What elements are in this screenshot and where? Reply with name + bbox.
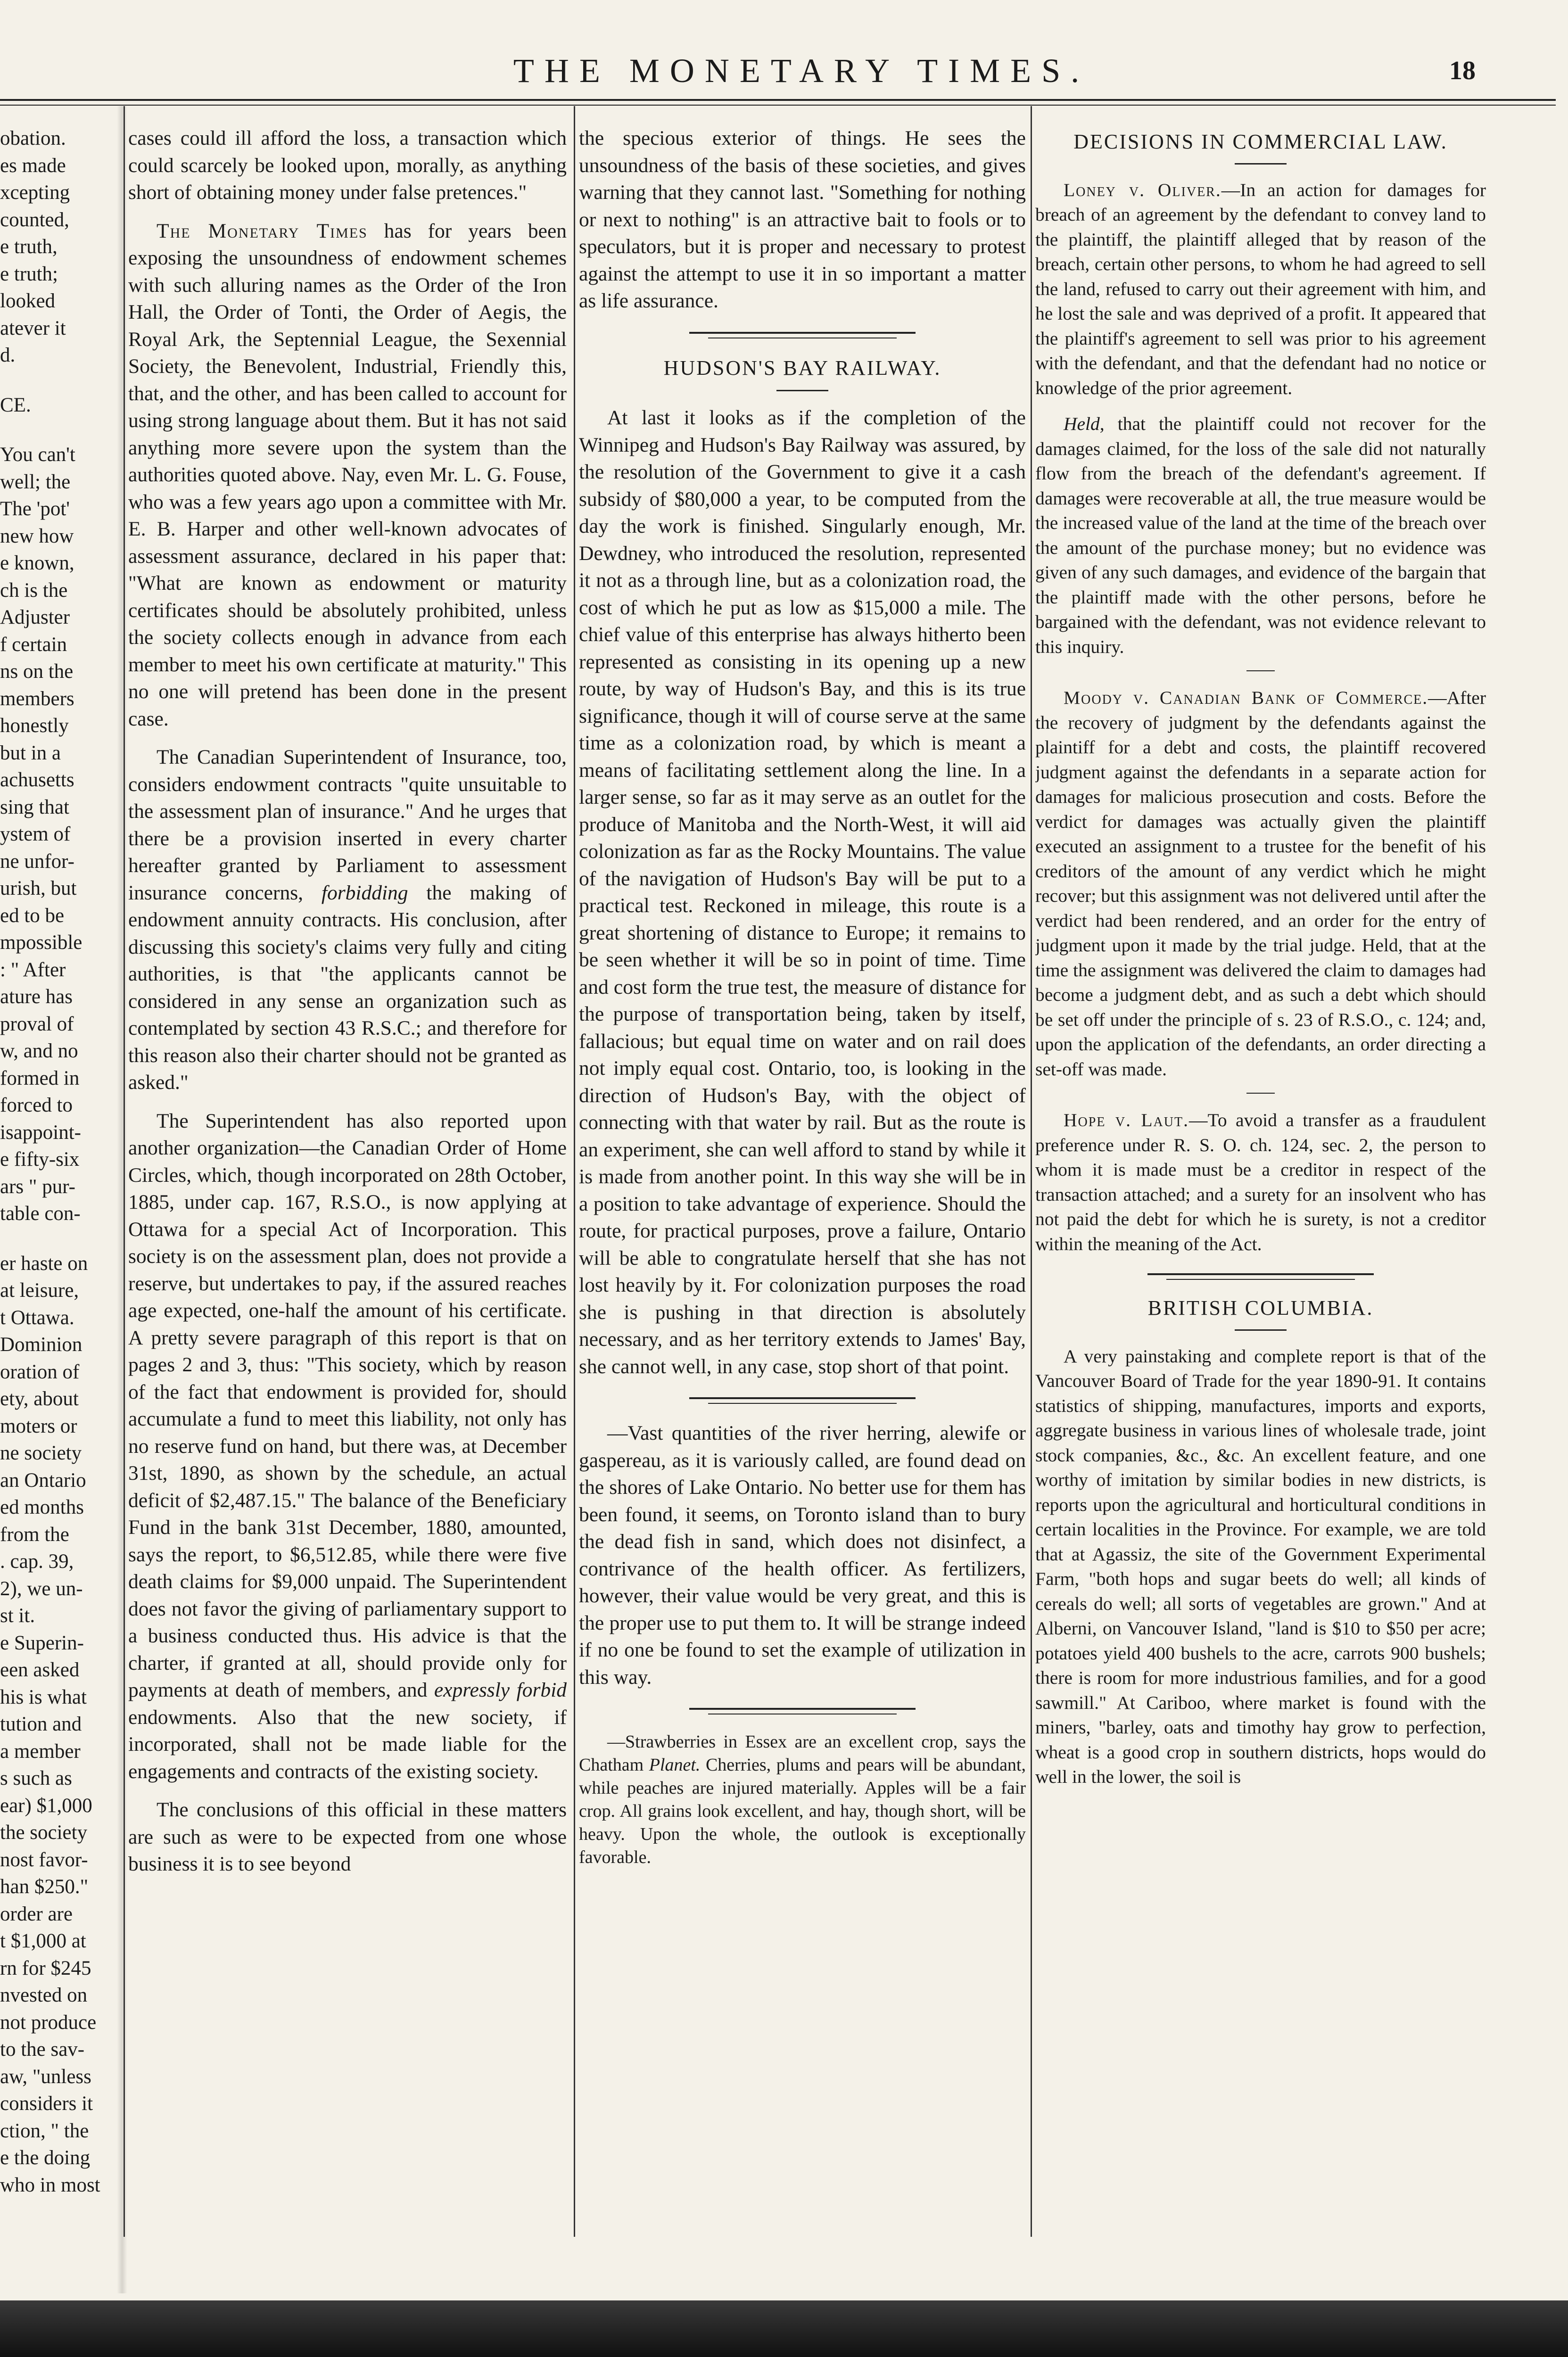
fragment-gap xyxy=(0,369,113,392)
fragment-line: e Superin- xyxy=(0,1632,84,1654)
fragment-line: at leisure, xyxy=(0,1279,79,1302)
fragment-line: t Ottawa. xyxy=(0,1306,74,1329)
commercial-law-heading: DECISIONS IN COMMERCIAL LAW. xyxy=(1073,130,1448,153)
endowment-paragraph-2 xyxy=(128,218,567,733)
fragment-line: Dominion xyxy=(0,1334,83,1356)
fragment-line: ature has xyxy=(0,986,73,1008)
header-rule xyxy=(0,99,1556,101)
fragment-line: well; the xyxy=(0,470,71,493)
header-rule-thin xyxy=(0,105,1556,106)
fragment-line: considers it xyxy=(0,2093,93,2115)
fragment-line: his is what xyxy=(0,1686,87,1708)
endowment-paragraph-1: cases could ill afford the loss, a transaction which could scarcely be looked upon, morally, as anything short of obtaining money under false pretences." xyxy=(128,127,567,204)
hudsons-bay-heading: HUDSON'S BAY RAILWAY. xyxy=(663,356,941,379)
section-ornament xyxy=(689,1708,916,1710)
fragment-line: t $1,000 at xyxy=(0,1930,86,1952)
fragment-line: e truth; xyxy=(0,263,58,285)
held-text: that the plaintiff could not recover for the damages claimed, for the loss of the sale did not naturally flow from the breach of the defendant's agreement. If damages were recoverable at all, the true measure would be the increased value of the land at the time of the breach over the amount of the purchase money; but no evidence was given of any such damages, and evidence of the bargain that the plaintiff made with the other persons, before he bargained with the defendant, was not evidence relevant to this inquiry. xyxy=(1035,413,1486,657)
fragment-line: oration of xyxy=(0,1360,80,1383)
fragment-line: : " After xyxy=(0,958,66,981)
fragment-line: urish, but xyxy=(0,877,77,899)
fragment-line: forced to xyxy=(0,1094,73,1116)
fragment-line: counted, xyxy=(0,208,69,231)
fragment-line: a member xyxy=(0,1740,81,1763)
masthead: THE MONETARY TIMES. xyxy=(513,52,1090,90)
p4-text-a: The Superintendent has also reported upon another organization—the Canadian Order of Home Circles, which, though incorporated on 28th October, 1885, under cap. 167, R.S.O., is now applying at Ottawa for a special Act of Incorporation. This society is on the assessment plan, does not provide a reserve, but undertakes to pay, if the assured reaches age expected, one-half the amount of his certificate. A pretty severe paragraph of this report is that on pages 2 and 3, thus: "This society, which by reason of the fact that endowment is provided for, should accumulate a fund to meet this liability, not only has no reserve fund on hand, but there was, at December 31st, 1890, as shown by the schedule, an actual deficit of $2,487.15." The balance of the Beneficiary Fund in the bank 31st December, 1880, amounted, says the report, to $6,512.85, while there were five death claims for $9,000 unpaid. The Superintendent does not favor the giving of parliamentary support to a business conducted thus. His advice is that the charter, if granted at all, should provide only for payments at death of members, and xyxy=(128,1109,567,1701)
fragment-line: ety, about xyxy=(0,1388,79,1410)
fragment-line: but in a xyxy=(0,742,61,764)
fragment-line: You can't xyxy=(0,444,75,466)
fragment-line: nvested on xyxy=(0,1984,88,2006)
fragment-line: atever it xyxy=(0,317,66,339)
fragment-line: who in most xyxy=(0,2174,100,2196)
endowment-paragraph-5: The conclusions of this official in these matters are such as were to be expected from one whose business it is to see beyond xyxy=(128,1798,567,1875)
fragment-line: es made xyxy=(0,154,66,177)
fragment-line: ear) $1,000 xyxy=(0,1794,92,1817)
page-number: 18 xyxy=(1449,56,1476,85)
binding-shadow xyxy=(117,106,127,2293)
fragment-line: ne society xyxy=(0,1442,82,1464)
fragment-line: e known, xyxy=(0,552,74,574)
section-ornament xyxy=(1147,1273,1374,1275)
case-separator xyxy=(1246,670,1275,671)
case-hope-laut xyxy=(1035,1108,1486,1256)
column-divider-2 xyxy=(574,106,575,2237)
heading-dash xyxy=(1235,1329,1287,1331)
case-text: —To avoid a transfer as a fraudulent preference under R. S. O. ch. 124, sec. 2, the person to whom it is made must be a creditor in respect of the transaction attached; and a surety for an insolvent who has not paid the debt for which he is surety, is not a creditor within the meaning of the Act. xyxy=(1035,1110,1486,1254)
fragment-line: moters or xyxy=(0,1415,77,1437)
strawberries-text-a: —Strawberries in Essex are an excellent crop, says the Chatham xyxy=(579,1732,1026,1775)
fragment-gap xyxy=(0,419,113,441)
fragment-line: Adjuster xyxy=(0,606,70,628)
fragment-line: not produce xyxy=(0,2011,97,2034)
monetary-times-name: The Monetary Times xyxy=(157,219,368,242)
case-text: —After the recovery of judgment by the defendants against the plaintiff for a debt and costs, the plaintiff recovered judgment against the defendants in a separate action for damages for malicious prosecution and costs. Before the verdict for damages was actually given the plaintiff executed an assignment to a trustee for the benefit of his creditors of the amount of any verdict which he might recover; but this assignment was not delivered until after the verdict had been rendered, and an order for the entry of judgment upon it made by the trial judge. Held, that at the time the assignment was delivered the claim to damages had become a judgment debt, and as such a debt which should be set off under the principle of s. 23 of R.S.O., c. 124; and, upon the application of the defendants, an order directing a set-off was made. xyxy=(1035,687,1486,1080)
heading-dash xyxy=(1235,163,1287,165)
fragment-line: proval of xyxy=(0,1013,74,1035)
fragment-line: from the xyxy=(0,1523,69,1546)
fragment-line: st it. xyxy=(0,1605,35,1627)
endowment-continuation: the specious exterior of things. He sees the unsoundness of the basis of these societies, and gives warning that they cannot last. "Something for nothing or next to nothing" is an attractive bait to fools or to speculators, but it is proper and necessary to protest against the attempt to use it in so important a matter as life assurance. xyxy=(579,127,1026,312)
fragment-line: the society xyxy=(0,1821,88,1844)
fragment-line: ch is the xyxy=(0,579,68,602)
case-loney-oliver-held xyxy=(1035,412,1486,659)
fragment-line: order are xyxy=(0,1903,73,1925)
endowment-paragraph-3 xyxy=(128,744,567,1096)
fragment-line: f certain xyxy=(0,633,67,656)
fragment-line: ed to be xyxy=(0,904,65,927)
fragment-line: e the doing xyxy=(0,2147,91,2169)
column-2 xyxy=(579,125,1026,2237)
p3-text-b: the making of endowment annuity contracts. His conclusion, after discussing this society's claims very fully and citing authorities, is that "the applicants cannot be considered in any sense an organization such as contemplated by section 43 R.S.C.; and therefore for this reason also their charter should not be granted as asked." xyxy=(128,881,567,1094)
fragment-line: ns on the xyxy=(0,660,74,683)
page-header xyxy=(0,45,1568,97)
cropped-left-column xyxy=(0,125,113,2237)
fragment-line: isappoint- xyxy=(0,1121,81,1144)
bottom-edge-shadow xyxy=(0,2300,1568,2357)
endowment-paragraph-4 xyxy=(128,1108,567,1786)
p3-emphasis: forbidding xyxy=(321,881,408,904)
case-separator xyxy=(1246,1093,1275,1094)
hudsons-bay-article: At last it looks as if the completion of the Winnipeg and Hudson's Bay Railway was assured, by the resolution of the Government to give it a cash subsidy of $80,000 a year, to be computed from the day the work is finished. Singularly enough, Mr. Dewdney, who introduced the resolution, represented it not as a through line, but as a colonization road, the cost of which he put as low as $15,000 a mile. The chief value of this enterprise has always hitherto been represented as consisting in its opening up a new route, by way of Hudson's Bay, and this is its true significance, though it will of course serve at the same time as a colonization road, by which is meant a means of facilitating settlement along the line. In a larger sense, so far as it may serve as an outlet for the produce of Manitoba and the North-West, it will aid colonization as far as the Rocky Mountains. The value of the navigation of Hudson's Bay will be put to a practical test. Reckoned in mileage, this route is a great shortening of distance to Europe; it remains to be seen whether it will be so in point of time. Time and cost form the true test, the measure of distance for the purpose of transportation being, taken by itself, fallacious; but equal time on water and on rail does not imply equal cost. Ontario, too, is looking in the direction of Hudson's Bay, with the object of connecting with that water by rail. But as the route is an experiment, she can well afford to stand by while it is made from another point. In this way she will be in a position to take advantage of experience. Should the route, for practical purposes, prove a failure, Ontario will be able to congratulate herself that she has not lost heavily by it. For colonization purposes the road she is pushing in that direction is absolutely necessary, and as her territory extends to James' Bay, she cannot well, in any case, stop short of that point. xyxy=(579,406,1026,1378)
heading-dash xyxy=(776,390,828,391)
fragment-line: ed months xyxy=(0,1496,84,1518)
fragment-line: ars " pur- xyxy=(0,1175,75,1198)
column-3 xyxy=(1035,125,1486,2237)
fragment-line: obation. xyxy=(0,127,66,149)
fragment-line: mpossible xyxy=(0,931,83,954)
p4-text-b: endowments. Also that the new society, if incorporated, shall not be made liable for the engagements and contracts of the existing society. xyxy=(128,1706,567,1783)
fragment-line: ne unfor- xyxy=(0,850,74,873)
fragment-line: looked xyxy=(0,290,56,312)
fragment-line: to the sav- xyxy=(0,2038,85,2060)
fragment-line: new how xyxy=(0,525,74,547)
fragment-line: an Ontario xyxy=(0,1469,86,1492)
fragment-line: formed in xyxy=(0,1067,80,1089)
planet-name: Planet. xyxy=(649,1755,701,1775)
fragment-line: table con- xyxy=(0,1203,81,1225)
case-name: Moody v. Canadian Bank of Commerce. xyxy=(1064,687,1428,708)
section-ornament xyxy=(689,332,916,334)
fragment-line: xcepting xyxy=(0,181,70,204)
strawberries-text-b: Cherries, plums and pears will be abundant, while peaches are injured materially. Apples will be a fair crop. All grains look excellent, and hay, though short, will be heavy. Upon the whole, the outlook is exceptionally favorable. xyxy=(579,1755,1026,1867)
fragment-line: rn for $245 xyxy=(0,1957,91,1979)
herring-article: —Vast quantities of the river herring, alewife or gaspereau, as it is variously called, are found dead on the shores of Lake Ontario. No better use for them has been found, it seems, on Toronto island than to bury the dead fish in sand, which does not disinfect, a contrivance of the health officer. As fertilizers, however, their value would be very great, and this is the proper use to put them to. It will be strange indeed if no one be found to set the example of utilization in this way. xyxy=(579,1422,1026,1689)
fragment-line: een asked xyxy=(0,1659,80,1681)
fragment-line: nost favor- xyxy=(0,1848,88,1871)
column-divider-3 xyxy=(1031,106,1032,2237)
fragment-gap xyxy=(0,1228,113,1250)
fragment-line: aw, "unless xyxy=(0,2065,91,2088)
fragment-line: w, and no xyxy=(0,1040,78,1062)
fragment-line: sing that xyxy=(0,796,69,818)
fragment-line: ction, " the xyxy=(0,2119,89,2142)
fragment-line: han $250." xyxy=(0,1876,89,1898)
endowment-paragraph-2-text: has for years been exposing the unsoundness of endowment schemes with such alluring names as the Order of the Iron Hall, the Order of Tonti, the Order of Aegis, the Royal Ark, the Septennial League, the Sexennial Society, the Benevolent, Industrial, Friendly this, that, and the other, and has been called to account for using strong language about them. But it has not said anything more severe upon the system than the authorities quoted above. Nay, even Mr. L. G. Fouse, who was a few years ago upon a committee with Mr. E. B. Harper and other well-known advocates of assessment assurance, declared in his paper that: "What are known as endowment or maturity certificates should be absolutely prohibited, unless the society collects enough in advance from each member to meet his own certificate at maturity." This no one will pretend has been done in the present case. xyxy=(128,219,567,730)
fragment-line: e truth, xyxy=(0,236,58,258)
fragment-line: CE. xyxy=(0,394,31,416)
p3-text-a: The Canadian Superintendent of Insurance, too, considers endowment contracts "quite unsuitable to the assessment plan of insurance." And he urges that there be a provision inserted in every charter hereafter granted by Parliament to assessment insurance concerns, xyxy=(128,746,567,904)
p4-emphasis: expressly forbid xyxy=(434,1679,567,1701)
column-divider-1 xyxy=(124,106,125,2237)
british-columbia-heading: BRITISH COLUMBIA. xyxy=(1147,1296,1374,1319)
fragment-line: e fifty-six xyxy=(0,1148,80,1170)
fragment-line: tution and xyxy=(0,1713,82,1735)
strawberries-article xyxy=(579,1731,1026,1869)
case-name: Hope v. Laut. xyxy=(1064,1110,1189,1130)
fragment-line: 2), we un- xyxy=(0,1577,83,1600)
case-text: —In an action for damages for breach of an agreement by the defendant to convey land to the plaintiff, the plaintiff alleged that by reason of the breach, certain other persons, to whom he had agreed to sell the land, refused to carry out their agreement with him, and he lost the sale and was deprived of a profit. It appeared that the plaintiff's agreement to sell was prior to his agreement with the defendant, and that the defendant had no notice or knowledge of the prior agreement. xyxy=(1035,179,1486,398)
held-label: Held, xyxy=(1064,413,1105,434)
fragment-line: achusetts xyxy=(0,769,74,791)
fragment-line: s such as xyxy=(0,1767,72,1789)
british-columbia-article: A very painstaking and complete report is that of the Vancouver Board of Trade for the year 1890-91. It contains statistics of shipping, manufactures, imports and exports, aggregate business in various lines of wholesale trade, joint stock companies, &c., &c. An excellent feature, and one worthy of imitation by similar bodies in new districts, is reports upon the agricultural and horticultural conditions in certain localities in the Province. For example, we are told that at Agassiz, the site of the Government Experimental Farm, "both hops and sugar beets do well; all kinds of cereals do well; all sorts of vegetables are grown." And at Alberni, on Vancouver Island, "land is $10 to $50 per acre; potatoes yield 400 bushels to the acre, carrots 900 bushels; there is room for more industrious families, and for a good sawmill." At Cariboo, where market is found with the miners, "barley, oats and timothy hay grow to perfection, wheat is a good crop in southern districts, hops would do well in the lower, the soil is xyxy=(1035,1345,1486,1787)
fragment-line: . cap. 39, xyxy=(0,1550,74,1573)
fragment-line: er haste on xyxy=(0,1252,88,1275)
case-moody-bank xyxy=(1035,685,1486,1081)
fragment-line: d. xyxy=(0,344,16,366)
fragment-line: The 'pot' xyxy=(0,498,70,520)
case-name: Loney v. Oliver. xyxy=(1064,179,1221,200)
case-loney-oliver xyxy=(1035,178,1486,401)
section-ornament xyxy=(689,1397,916,1399)
fragment-line: honestly xyxy=(0,715,69,737)
column-1 xyxy=(128,125,567,2237)
fragment-line: ystem of xyxy=(0,823,71,845)
fragment-line: members xyxy=(0,687,74,710)
